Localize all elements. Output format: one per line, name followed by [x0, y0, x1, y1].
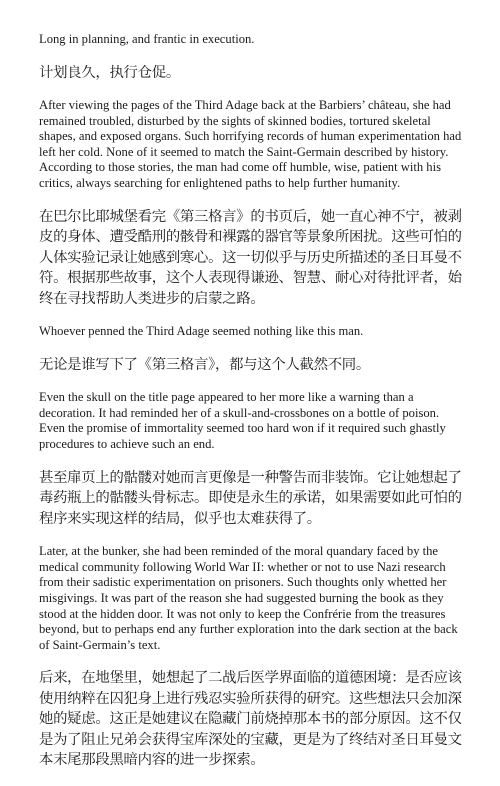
- paragraph-zh-4: 甚至扉页上的骷髅对她而言更像是一种警告而非装饰。它让她想起了毒药瓶上的骷髅头骨标志。即使是永生的承诺，如果需要如此可怕的程序来实现这样的结局，似乎也太难获得了。: [39, 469, 462, 527]
- paragraph-en-3: Whoever penned the Third Adage seemed nothing like this man.: [39, 324, 364, 339]
- paragraph-zh-1: 计划良久，执行仓促。: [39, 64, 180, 81]
- paragraph-en-2: After viewing the pages of the Third Adage back at the Barbiers’ château, she had remained troubled, disturbed by the sights of skinned bodies, tortured skeletal shapes, and exposed organs. Such horrifying records of human experimentation had left her cold. None of it seemed to match the Saint-Germain described by history. According to those stories, the man had come off humble, wise, patient with his critics, always searching for enlightened paths to help further humanity.: [39, 98, 462, 191]
- paragraph-zh-5: 后来，在地堡里，她想起了二战后医学界面临的道德困境：是否应该使用纳粹在囚犯身上进行残忍实验所获得的研究。这些想法只会加深她的疑虑。这正是她建议在隐藏门前烧掉那本书的部分原因。这不仅是为了阻止兄弟会获得宝库深处的宝藏，更是为了终结对圣日耳曼文本末尾那段黑暗内容的进一步探索。: [39, 670, 462, 769]
- paragraph-en-5: Later, at the bunker, she had been reminded of the moral quandary faced by the medical community following World War II: whether or not to use Nazi research from their sadistic experimentation on prisoners. Such thoughts only whetted her misgivings. It was part of the reason she had suggested burning the book as they stood at the hidden door. It was not only to keep the Confrérie from the treasures beyond, but to perhaps end any further exploration into the dark section at the back of Saint-Germain’s text.: [39, 544, 458, 652]
- paragraph-zh-2: 在巴尔比耶城堡看完《第三格言》的书页后，她一直心神不宁，被剥皮的身体、遭受酷刑的骸骨和裸露的器官等景象所困扰。这些可怕的人体实验记录让她感到寒心。这一切似乎与历史所描述的圣日耳曼不符。根据那些故事，这个人表现得谦逊、智慧、耐心对待批评者，始终在寻找帮助人类进步的启蒙之路。: [39, 208, 462, 307]
- paragraph-en-4: Even the skull on the title page appeared to her more like a warning than a decoration. It had reminded her of a skull-and-crossbones on a bottle of poison. Even the promise of immortality seemed too hard won if it required such ghastly procedures to achieve such an end.: [39, 390, 446, 452]
- document-page: [39, 32, 464, 786]
- paragraph-en-1: Long in planning, and frantic in execution.: [39, 32, 255, 46]
- paragraph-zh-3: 无论是谁写下了《第三格言》，都与这个人截然不同。: [39, 356, 370, 373]
